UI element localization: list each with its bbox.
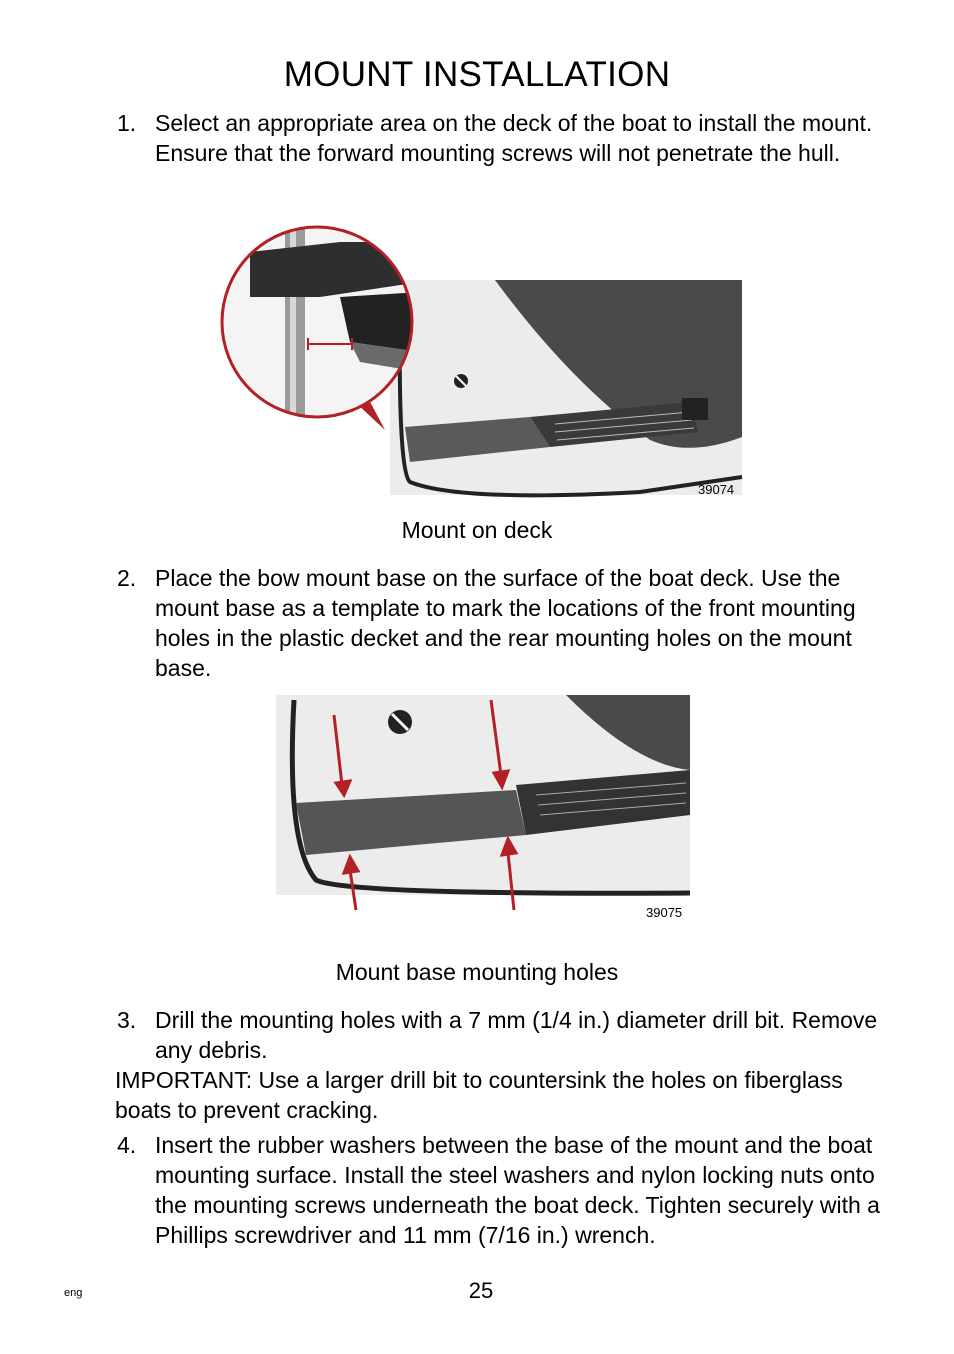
step-number: 3. xyxy=(117,1007,137,1033)
step-2 xyxy=(117,563,897,683)
step-4 xyxy=(117,1130,897,1250)
step-text: Insert the rubber washers between the base of the mount and the boat mounting surface. Install the steel washers and nylon locking nuts onto the mounting screws underneath the boat deck. Tighten securely with a Phillips screwdriver and 11 mm (7/16 in.) wrench. xyxy=(155,1132,880,1248)
figure-caption: Mount on deck xyxy=(401,517,553,543)
figure-number: 39075 xyxy=(646,905,683,920)
page-title: MOUNT INSTALLATION xyxy=(283,55,671,94)
important-note: IMPORTANT: Use a larger drill bit to countersink the holes on fiberglass boats to prevent cracking. xyxy=(115,1067,843,1123)
step-text: Drill the mounting holes with a 7 mm (1/4 in.) diameter drill bit. Remove any debris. xyxy=(155,1007,878,1063)
figure-mount-base-holes xyxy=(276,695,692,923)
figure-caption: Mount base mounting holes xyxy=(335,959,619,985)
figure-number: 39074 xyxy=(698,482,735,497)
figure-mount-on-deck xyxy=(220,212,745,502)
mount-base-holes-illustration xyxy=(276,695,692,923)
step-number: 4. xyxy=(117,1132,137,1158)
mount-on-deck-illustration xyxy=(220,212,745,502)
step-number: 2. xyxy=(117,565,137,591)
step-3 xyxy=(117,1005,897,1065)
language-code: eng xyxy=(64,1287,83,1299)
screw-icon xyxy=(454,374,468,388)
step-1 xyxy=(117,108,897,168)
step-text: Select an appropriate area on the deck of the boat to install the mount. Ensure that the forward mounting screws will not penetrate the hull. xyxy=(155,110,873,166)
page-number: 25 xyxy=(468,1278,494,1303)
screw-icon xyxy=(388,710,412,734)
step-number: 1. xyxy=(117,110,137,136)
step-text: Place the bow mount base on the surface of the boat deck. Use the mount base as a template to mark the locations of the front mounting holes in the plastic decket and the rear mounting holes on the mount base. xyxy=(155,565,856,681)
